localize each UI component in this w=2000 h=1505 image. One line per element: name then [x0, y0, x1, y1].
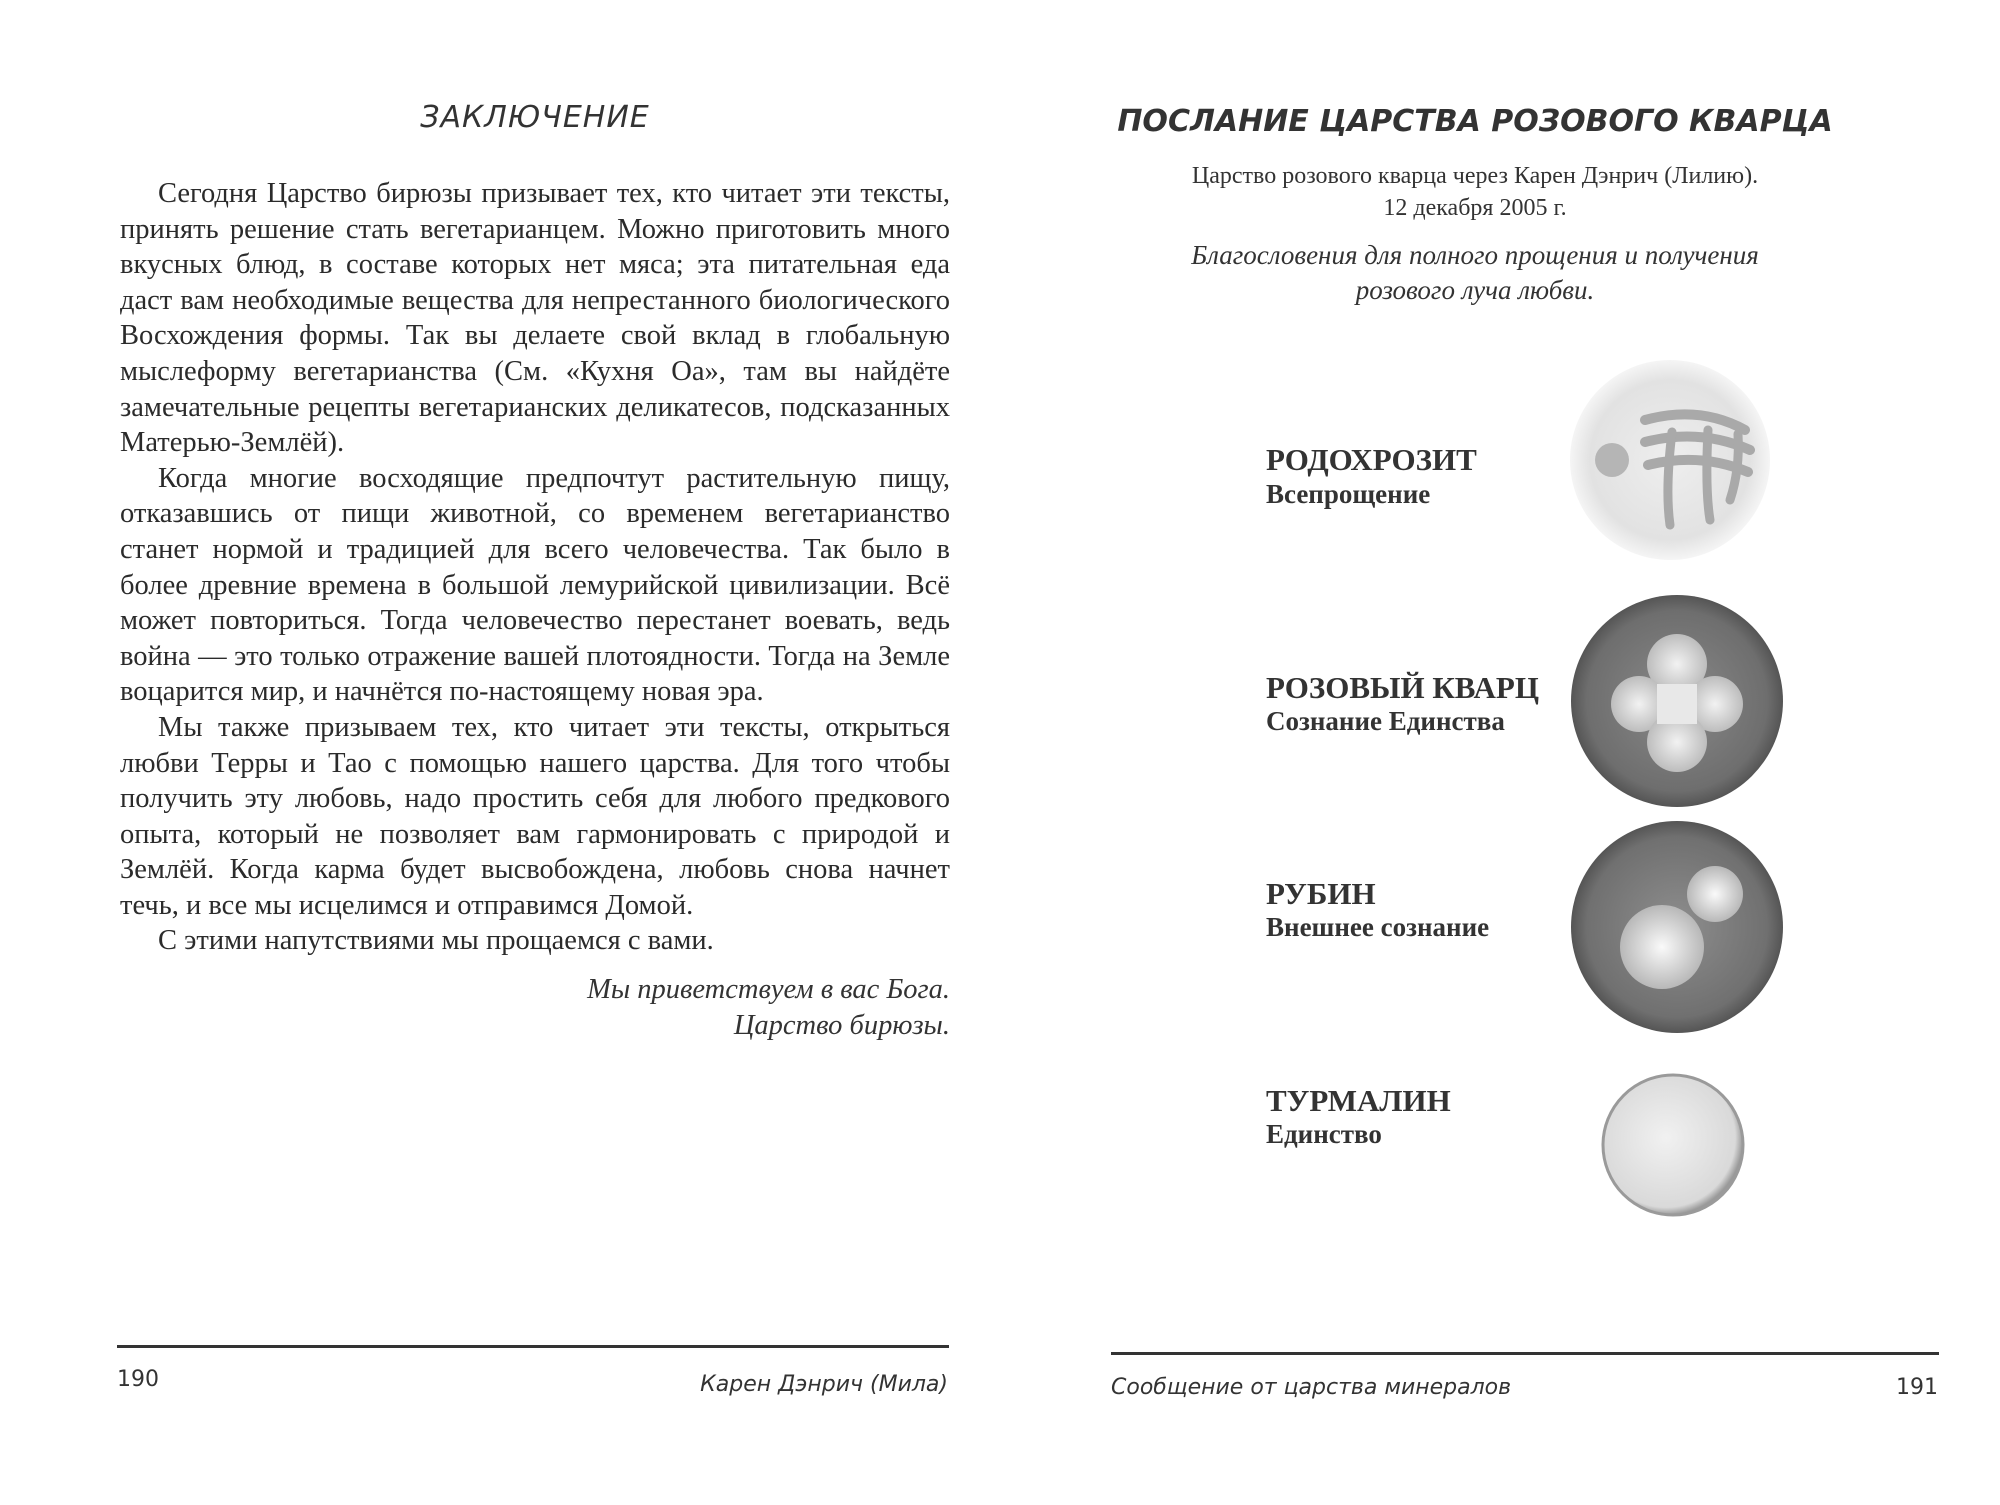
- channel-info: [1100, 160, 1850, 224]
- channel-line: Царство розового кварца через Карен Дэнрич (Лилию).: [1191, 163, 1759, 189]
- page-heading-right: ПОСЛАНИЕ ЦАРСТВА РОЗОВОГО КВАРЦА: [1117, 104, 1833, 139]
- running-title-left: Карен Дэнрич (Мила): [700, 1372, 948, 1397]
- paragraph-3: Мы также призываем тех, кто читает эти тексты, открыться любви Терры и Тао с помощью нашего царства. Для того чтобы получить эту любовь, надо простить себя для любого предкового опыта, который не позволяет вам гармонировать с природой и Землёй. Когда карма будет высвобождена, любовь снова начнет течь, и все мы исцелимся и отправимся Домой.: [120, 711, 950, 921]
- crystal-meaning-tourmaline: Единство: [1266, 1119, 1382, 1149]
- crystal-meaning-rhodochrosite: Всепрощение: [1266, 479, 1431, 509]
- blessing-line-2: розового луча любви.: [1355, 275, 1595, 305]
- tourmaline-symbol-icon: [1598, 1070, 1748, 1220]
- footer-rule-left: [117, 1345, 949, 1348]
- crystal-meaning-ruby: Внешнее сознание: [1266, 912, 1490, 942]
- date-line: 12 декабря 2005 г.: [1383, 195, 1567, 221]
- crystal-name-rhodochrosite: РОДОХРОЗИТ: [1266, 442, 1477, 477]
- body-text: [120, 176, 950, 959]
- crystal-name-tourmaline: ТУРМАЛИН: [1266, 1083, 1451, 1118]
- paragraph-2: Когда многие восходящие предпочтут растительную пищу, отказавшись от пищи животной, со временем вегетарианство станет нормой и традицией для всего человечества. Так было в более древние времена в большой лемурийской цивилизации. Всё может повториться. Тогда человечество перестанет воевать, ведь война — это только отражение вашей плотоядности. Тогда на Земле воцарится мир, и начнётся по-настоящему новая эра.: [120, 462, 950, 708]
- right-page: [1000, 0, 2000, 1505]
- rhodochrosite-symbol-icon: [1560, 350, 1780, 570]
- page-number-left: 190: [117, 1367, 159, 1392]
- footer-rule-right: [1111, 1352, 1939, 1355]
- crystal-meaning-rose-quartz: Сознание Единства: [1266, 706, 1505, 736]
- paragraph-1: Сегодня Царство бирюзы призывает тех, кто читает эти тексты, принять решение стать вегетарианцем. Можно приготовить много вкусных блюд, в составе которых нет мяса; эта питательная еда даст вам необходимые вещества для непрестанного биологического Восхождения формы. Так вы делаете свой вклад в глобальную мыслеформу вегетарианства (См. «Кухня Оа», там вы найдёте замечательные рецепты вегетарианских деликатесов, подсказанных Матерью-Землёй).: [120, 178, 950, 459]
- page-number-right: 191: [1896, 1375, 1938, 1400]
- crystal-name-ruby: РУБИН: [1266, 876, 1376, 911]
- rose-quartz-symbol-icon: [1567, 586, 1787, 816]
- blessing-line-1: Благословения для полного прощения и получения: [1191, 240, 1759, 270]
- blessing: [1100, 238, 1850, 308]
- crystal-name-rose-quartz: РОЗОВЫЙ КВАРЦ: [1266, 670, 1539, 705]
- signoff: [120, 972, 950, 1043]
- signoff-line-2: Царство бирюзы.: [733, 1009, 950, 1041]
- page-heading-left: ЗАКЛЮЧЕНИЕ: [420, 100, 650, 135]
- ruby-symbol-icon: [1567, 812, 1787, 1042]
- signoff-line-1: Мы приветствуем в вас Бога.: [587, 974, 950, 1005]
- paragraph-4: С этими напутствиями мы прощаемся с вами.: [158, 925, 714, 957]
- running-title-right: Сообщение от царства минералов: [1111, 1375, 1512, 1400]
